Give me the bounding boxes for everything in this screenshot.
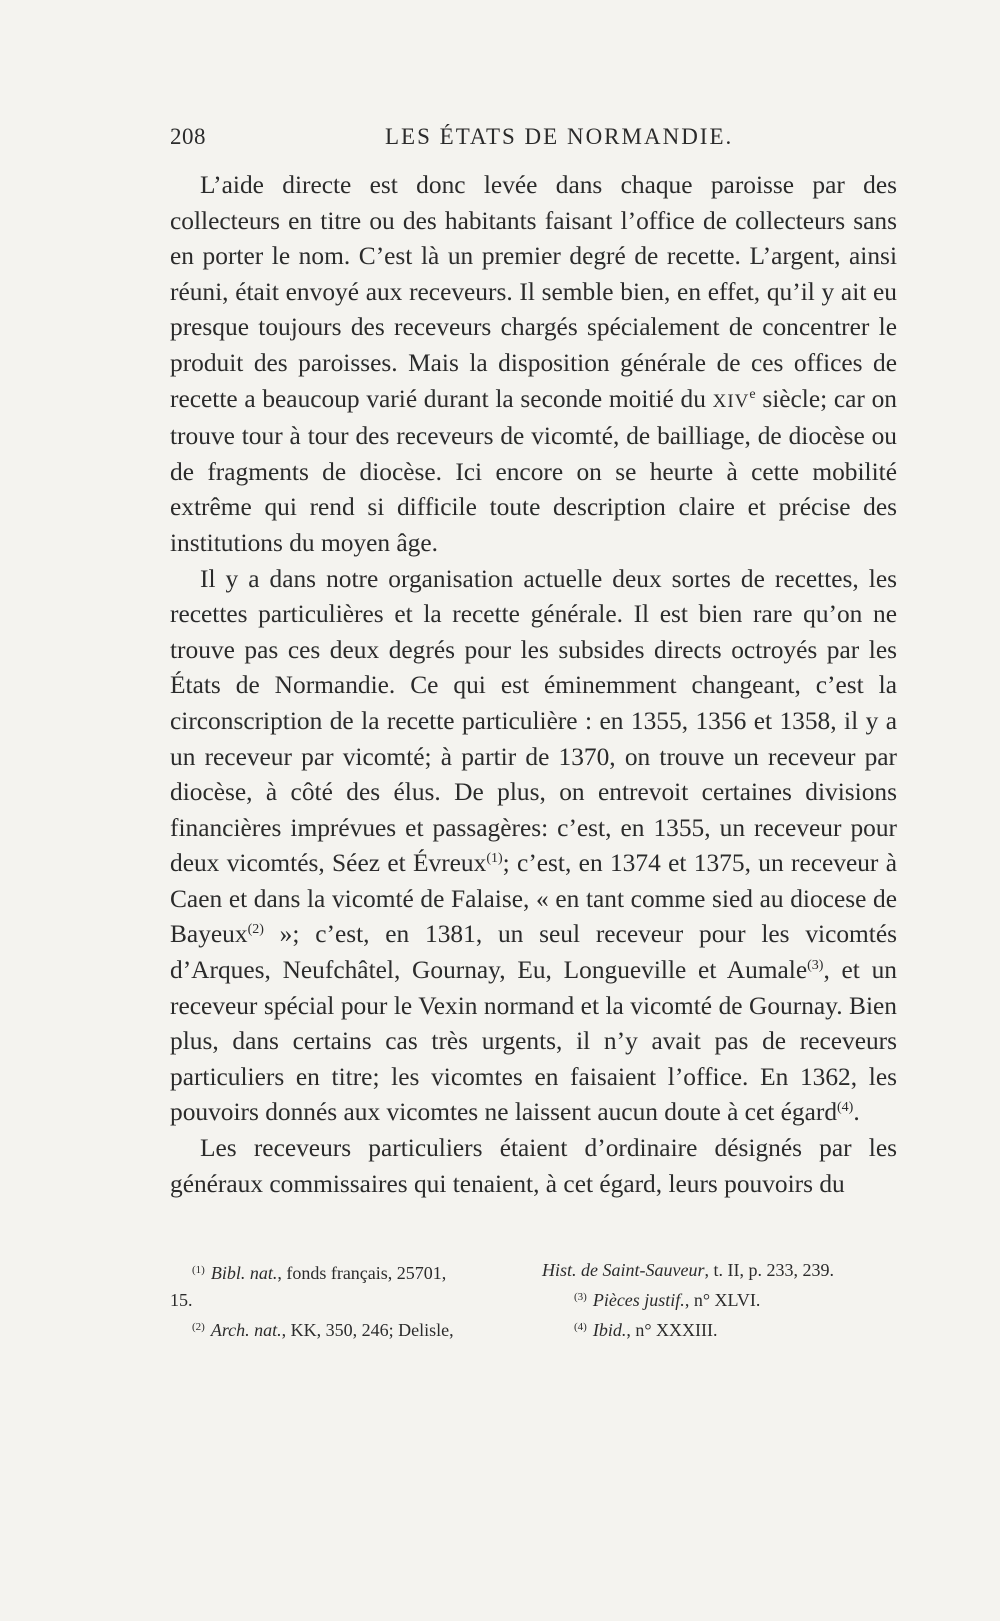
running-head xyxy=(170,124,897,156)
paragraph-2 xyxy=(170,562,897,1132)
footnote-3-source: Pièces justif. xyxy=(592,1290,685,1310)
paragraph-2-text-b: ; c’est, en 1374 et 1375, un receveur à Caen et dans la vicomté de Falaise, « en tant comme sied au diocese de Bayeux xyxy=(170,849,897,949)
page-number: 208 xyxy=(170,124,206,149)
footnote-ref-1[interactable]: (1) xyxy=(486,851,503,867)
footnote-2-text: , KK, 350, 246; Delisle, xyxy=(281,1320,454,1340)
footnote-ref-4[interactable]: (4) xyxy=(837,1100,854,1116)
footnote-3-number: (3) xyxy=(574,1291,587,1303)
running-title: LES ÉTATS DE NORMANDIE. xyxy=(385,124,734,149)
paragraph-2-text-a: Il y a dans notre organisation actuelle deux sortes de recettes, les recettes particulières et la recette générale. Il est bien rare qu’on ne trouve pas ces deux degrés pour les subsides directs octroyés par les États de Normandie. Ce qui est éminemment changeant, c’est la circonscription de la recette particulière : en 1355, 1356 et 1358, il y a un receveur par vicomté; à partir de 1370, on trouve un receveur par diocèse, à côté des élus. De plus, on entrevoit certaines divisions financières imprévues et passagères: c’est, en 1355, un receveur pour deux vicomtés, Séez et Évreux xyxy=(170,564,897,878)
footnote-1-text: , fonds français, 25701, xyxy=(277,1263,447,1283)
footnote-4-text: , n° XXXIII. xyxy=(626,1320,718,1340)
footnote-2-continuation xyxy=(542,1257,897,1284)
paragraph-1 xyxy=(170,168,897,562)
body-text xyxy=(170,168,897,1202)
footnote-1-source: Bibl. nat. xyxy=(210,1263,278,1283)
footnote-2-source: Arch. nat. xyxy=(210,1320,282,1340)
footnote-2-number: (2) xyxy=(192,1321,205,1333)
century-superscript: e xyxy=(749,386,756,402)
footnote-1 xyxy=(170,1257,522,1287)
century-numeral: XIV xyxy=(712,390,750,412)
paragraph-1-text-b: siècle; car on trouve tour à tour des receveurs de vicomté, de bailliage, de diocèse ou de fragments de diocèse. Ici encore on se heurte à cette mobilité extrême qui rend si difficile toute description claire et précise des institutions du moyen âge. xyxy=(170,384,897,557)
footnote-1-number: (1) xyxy=(192,1264,205,1276)
footnote-1-continuation: 15. xyxy=(170,1290,193,1310)
footnote-4 xyxy=(542,1314,897,1344)
footnotes-left-column xyxy=(170,1257,522,1344)
footnote-3-text: , n° XLVI. xyxy=(684,1290,761,1310)
footnote-ref-3[interactable]: (3) xyxy=(807,958,824,974)
paragraph-1-text-a: L’aide directe est donc levée dans chaque paroisse par des collecteurs en titre ou des habitants faisant l’office de collecteurs sans en porter le nom. C’est là un premier degré de recette. L’argent, ainsi réuni, était envoyé aux receveurs. Il semble bien, en effet, qu’il y ait eu presque toujours des receveurs chargés spécialement de concentrer le produit des paroisses. Mais la disposition générale de ces offices de recette a beaucoup varié durant la seconde moitié du xyxy=(170,171,897,413)
footnote-2-cont-text: , t. II, p. 233, 239. xyxy=(704,1260,834,1280)
footnote-4-source: Ibid. xyxy=(592,1320,627,1340)
footnote-2 xyxy=(170,1314,522,1344)
paragraph-2-text-d: , et un receveur spécial pour le Vexin normand et la vicomté de Gournay. Bien plus, dans certains cas très urgents, il n’y avait pas de receveurs particuliers en titre; les vicomtes en faisaient l’office. En 1362, les pouvoirs donnés aux vicomtes ne laissent aucun doute à cet égard xyxy=(170,956,897,1127)
paragraph-3: Les receveurs particuliers étaient d’ordinaire désignés par les généraux commissaires qui tenaient, à cet égard, leurs pouvoirs du xyxy=(170,1134,897,1198)
footnote-2-cont-source: Hist. de Saint-Sauveur xyxy=(542,1260,705,1280)
footnote-3 xyxy=(542,1284,897,1314)
footnote-4-number: (4) xyxy=(574,1321,587,1333)
footnotes xyxy=(170,1257,897,1347)
footnote-ref-2[interactable]: (2) xyxy=(247,922,264,938)
footnotes-right-column xyxy=(542,1257,897,1344)
paragraph-2-text-e: . xyxy=(853,1098,860,1127)
paragraph-2-text-c: »; c’est, en 1381, un seul receveur pour les vicomtés d’Arques, Neufchâtel, Gournay, Eu, Longueville et Aumale xyxy=(170,920,897,985)
